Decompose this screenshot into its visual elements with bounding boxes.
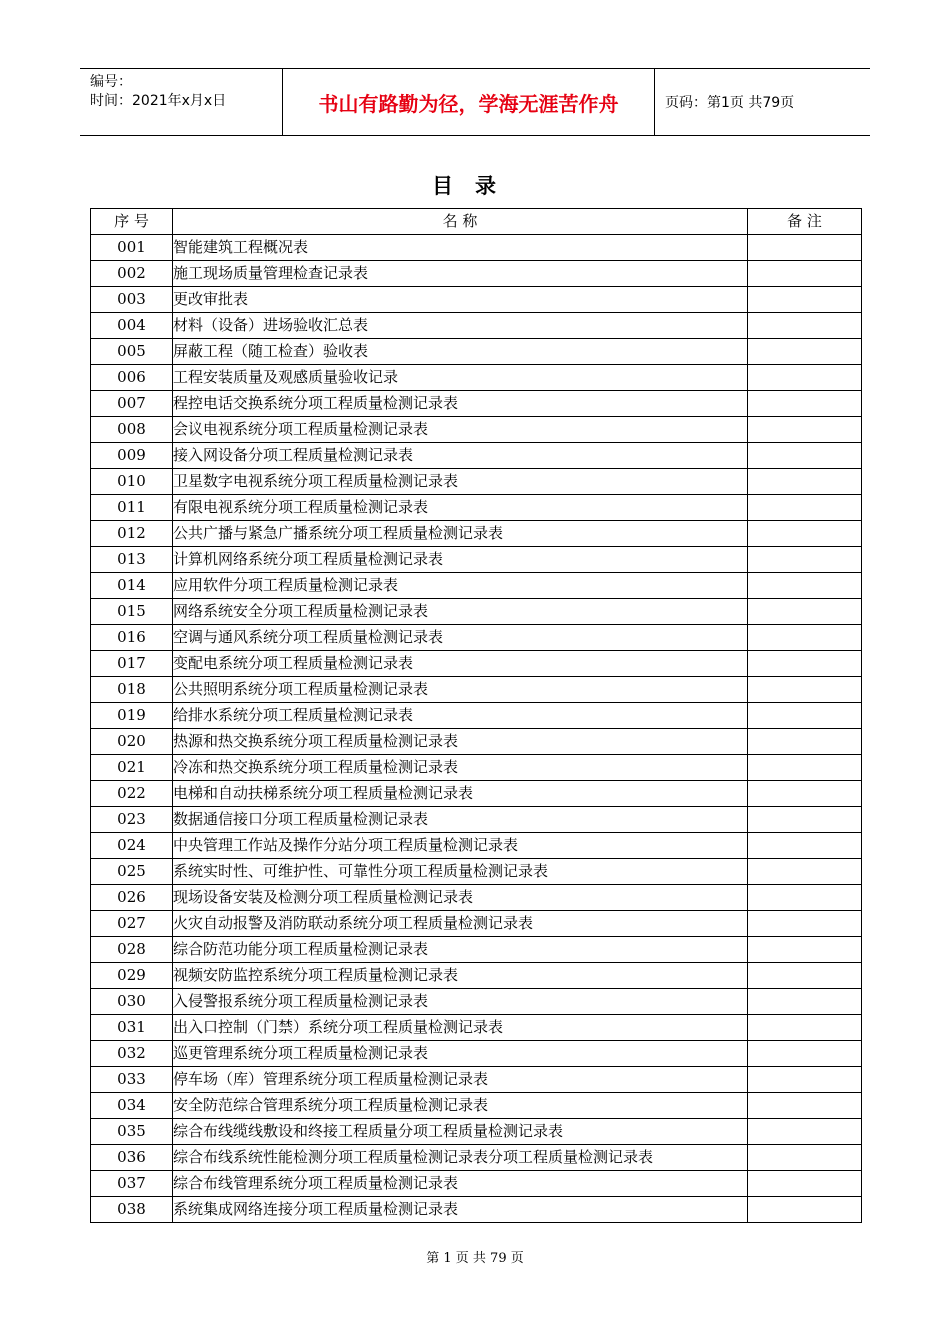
row-name: 屏蔽工程（随工检查）验收表 — [173, 339, 748, 365]
row-remark — [748, 703, 862, 729]
time-label: 时间：2021年x月x日 — [90, 93, 227, 109]
row-name: 火灾自动报警及消防联动系统分项工程质量检测记录表 — [173, 911, 748, 937]
row-name: 接入网设备分项工程质量检测记录表 — [173, 443, 748, 469]
table-row — [91, 547, 862, 573]
row-number: 037 — [91, 1171, 173, 1197]
table-row — [91, 703, 862, 729]
row-number: 026 — [91, 885, 173, 911]
code-label: 编号： — [90, 74, 132, 90]
row-number: 011 — [91, 495, 173, 521]
row-number: 005 — [91, 339, 173, 365]
row-remark — [748, 1015, 862, 1041]
row-remark — [748, 495, 862, 521]
row-name: 出入口控制（门禁）系统分项工程质量检测记录表 — [173, 1015, 748, 1041]
row-name: 施工现场质量管理检查记录表 — [173, 261, 748, 287]
row-number: 022 — [91, 781, 173, 807]
row-remark — [748, 859, 862, 885]
table-row — [91, 443, 862, 469]
header-meta — [80, 69, 283, 135]
row-remark — [748, 469, 862, 495]
row-name: 公共广播与紧急广播系统分项工程质量检测记录表 — [173, 521, 748, 547]
row-number: 010 — [91, 469, 173, 495]
row-name: 有限电视系统分项工程质量检测记录表 — [173, 495, 748, 521]
row-name: 计算机网络系统分项工程质量检测记录表 — [173, 547, 748, 573]
table-row — [91, 417, 862, 443]
row-number: 028 — [91, 937, 173, 963]
row-name: 会议电视系统分项工程质量检测记录表 — [173, 417, 748, 443]
row-remark — [748, 911, 862, 937]
row-number: 036 — [91, 1145, 173, 1171]
table-row — [91, 521, 862, 547]
row-remark — [748, 807, 862, 833]
row-number: 007 — [91, 391, 173, 417]
row-name: 综合防范功能分项工程质量检测记录表 — [173, 937, 748, 963]
row-remark — [748, 885, 862, 911]
row-name: 巡更管理系统分项工程质量检测记录表 — [173, 1041, 748, 1067]
table-row — [91, 963, 862, 989]
row-remark — [748, 651, 862, 677]
row-number: 035 — [91, 1119, 173, 1145]
row-name: 应用软件分项工程质量检测记录表 — [173, 573, 748, 599]
table-row — [91, 755, 862, 781]
table-row — [91, 859, 862, 885]
row-remark — [748, 339, 862, 365]
row-remark — [748, 235, 862, 261]
row-remark — [748, 573, 862, 599]
row-remark — [748, 937, 862, 963]
row-name: 入侵警报系统分项工程质量检测记录表 — [173, 989, 748, 1015]
row-remark — [748, 833, 862, 859]
row-remark — [748, 729, 862, 755]
row-name: 综合布线系统性能检测分项工程质量检测记录表分项工程质量检测记录表 — [173, 1145, 748, 1171]
table-row — [91, 1197, 862, 1223]
toc-header-row — [91, 209, 862, 235]
row-remark — [748, 417, 862, 443]
row-number: 006 — [91, 365, 173, 391]
row-name: 工程安装质量及观感质量验收记录 — [173, 365, 748, 391]
table-row — [91, 807, 862, 833]
row-number: 020 — [91, 729, 173, 755]
row-name: 更改审批表 — [173, 287, 748, 313]
table-row — [91, 235, 862, 261]
row-number: 008 — [91, 417, 173, 443]
row-remark — [748, 1145, 862, 1171]
table-row — [91, 885, 862, 911]
row-number: 012 — [91, 521, 173, 547]
row-number: 024 — [91, 833, 173, 859]
row-name: 数据通信接口分项工程质量检测记录表 — [173, 807, 748, 833]
table-row — [91, 1015, 862, 1041]
row-number: 017 — [91, 651, 173, 677]
row-number: 014 — [91, 573, 173, 599]
row-name: 安全防范综合管理系统分项工程质量检测记录表 — [173, 1093, 748, 1119]
row-remark — [748, 1171, 862, 1197]
row-number: 030 — [91, 989, 173, 1015]
row-remark — [748, 261, 862, 287]
header-slogan: 书山有路勤为径，学海无涯苦作舟 — [283, 69, 655, 135]
row-number: 019 — [91, 703, 173, 729]
row-number: 034 — [91, 1093, 173, 1119]
table-row — [91, 573, 862, 599]
row-remark — [748, 781, 862, 807]
header-page-info: 页码：第1页 共79页 — [665, 95, 795, 111]
table-row — [91, 495, 862, 521]
row-name: 现场设备安装及检测分项工程质量检测记录表 — [173, 885, 748, 911]
header-name: 名 称 — [173, 209, 748, 235]
toc-body — [91, 235, 862, 1223]
row-remark — [748, 1197, 862, 1223]
row-number: 033 — [91, 1067, 173, 1093]
table-row — [91, 261, 862, 287]
page-header — [80, 68, 870, 136]
row-name: 综合布线缆线敷设和终接工程质量分项工程质量检测记录表 — [173, 1119, 748, 1145]
row-remark — [748, 1119, 862, 1145]
row-name: 网络系统安全分项工程质量检测记录表 — [173, 599, 748, 625]
row-number: 002 — [91, 261, 173, 287]
table-row — [91, 1119, 862, 1145]
row-name: 智能建筑工程概况表 — [173, 235, 748, 261]
row-number: 016 — [91, 625, 173, 651]
table-row — [91, 1093, 862, 1119]
row-remark — [748, 1041, 862, 1067]
row-remark — [748, 443, 862, 469]
row-name: 卫星数字电视系统分项工程质量检测记录表 — [173, 469, 748, 495]
row-remark — [748, 963, 862, 989]
table-row — [91, 469, 862, 495]
page-title: 目录 — [432, 174, 518, 198]
row-number: 032 — [91, 1041, 173, 1067]
table-row — [91, 339, 862, 365]
row-number: 027 — [91, 911, 173, 937]
row-number: 003 — [91, 287, 173, 313]
row-name: 系统实时性、可维护性、可靠性分项工程质量检测记录表 — [173, 859, 748, 885]
table-row — [91, 365, 862, 391]
table-row — [91, 1041, 862, 1067]
header-number: 序 号 — [91, 209, 173, 235]
header-remark: 备 注 — [748, 209, 862, 235]
row-name: 程控电话交换系统分项工程质量检测记录表 — [173, 391, 748, 417]
row-number: 004 — [91, 313, 173, 339]
row-remark — [748, 625, 862, 651]
row-number: 038 — [91, 1197, 173, 1223]
row-remark — [748, 521, 862, 547]
row-remark — [748, 677, 862, 703]
row-name: 视频安防监控系统分项工程质量检测记录表 — [173, 963, 748, 989]
row-remark — [748, 755, 862, 781]
row-number: 029 — [91, 963, 173, 989]
table-row — [91, 833, 862, 859]
row-number: 013 — [91, 547, 173, 573]
page-footer: 第 1 页 共 79 页 — [426, 1251, 524, 1266]
table-row — [91, 677, 862, 703]
row-remark — [748, 313, 862, 339]
row-name: 公共照明系统分项工程质量检测记录表 — [173, 677, 748, 703]
row-name: 冷冻和热交换系统分项工程质量检测记录表 — [173, 755, 748, 781]
row-remark — [748, 1067, 862, 1093]
table-row — [91, 287, 862, 313]
toc-table — [90, 208, 862, 1223]
row-name: 热源和热交换系统分项工程质量检测记录表 — [173, 729, 748, 755]
row-name: 综合布线管理系统分项工程质量检测记录表 — [173, 1171, 748, 1197]
row-name: 中央管理工作站及操作分站分项工程质量检测记录表 — [173, 833, 748, 859]
table-row — [91, 625, 862, 651]
table-row — [91, 1145, 862, 1171]
row-number: 001 — [91, 235, 173, 261]
table-row — [91, 989, 862, 1015]
table-row — [91, 313, 862, 339]
table-row — [91, 781, 862, 807]
row-name: 停车场（库）管理系统分项工程质量检测记录表 — [173, 1067, 748, 1093]
table-row — [91, 1171, 862, 1197]
row-number: 018 — [91, 677, 173, 703]
row-name: 电梯和自动扶梯系统分项工程质量检测记录表 — [173, 781, 748, 807]
table-row — [91, 937, 862, 963]
row-number: 023 — [91, 807, 173, 833]
row-name: 给排水系统分项工程质量检测记录表 — [173, 703, 748, 729]
row-remark — [748, 365, 862, 391]
row-remark — [748, 391, 862, 417]
row-remark — [748, 1093, 862, 1119]
row-number: 021 — [91, 755, 173, 781]
table-row — [91, 911, 862, 937]
row-name: 变配电系统分项工程质量检测记录表 — [173, 651, 748, 677]
row-name: 材料（设备）进场验收汇总表 — [173, 313, 748, 339]
table-row — [91, 1067, 862, 1093]
row-remark — [748, 287, 862, 313]
table-row — [91, 599, 862, 625]
row-name: 系统集成网络连接分项工程质量检测记录表 — [173, 1197, 748, 1223]
row-remark — [748, 989, 862, 1015]
row-name: 空调与通风系统分项工程质量检测记录表 — [173, 625, 748, 651]
table-row — [91, 651, 862, 677]
row-number: 015 — [91, 599, 173, 625]
table-row — [91, 729, 862, 755]
row-remark — [748, 547, 862, 573]
table-row — [91, 391, 862, 417]
row-number: 031 — [91, 1015, 173, 1041]
row-remark — [748, 599, 862, 625]
row-number: 009 — [91, 443, 173, 469]
row-number: 025 — [91, 859, 173, 885]
